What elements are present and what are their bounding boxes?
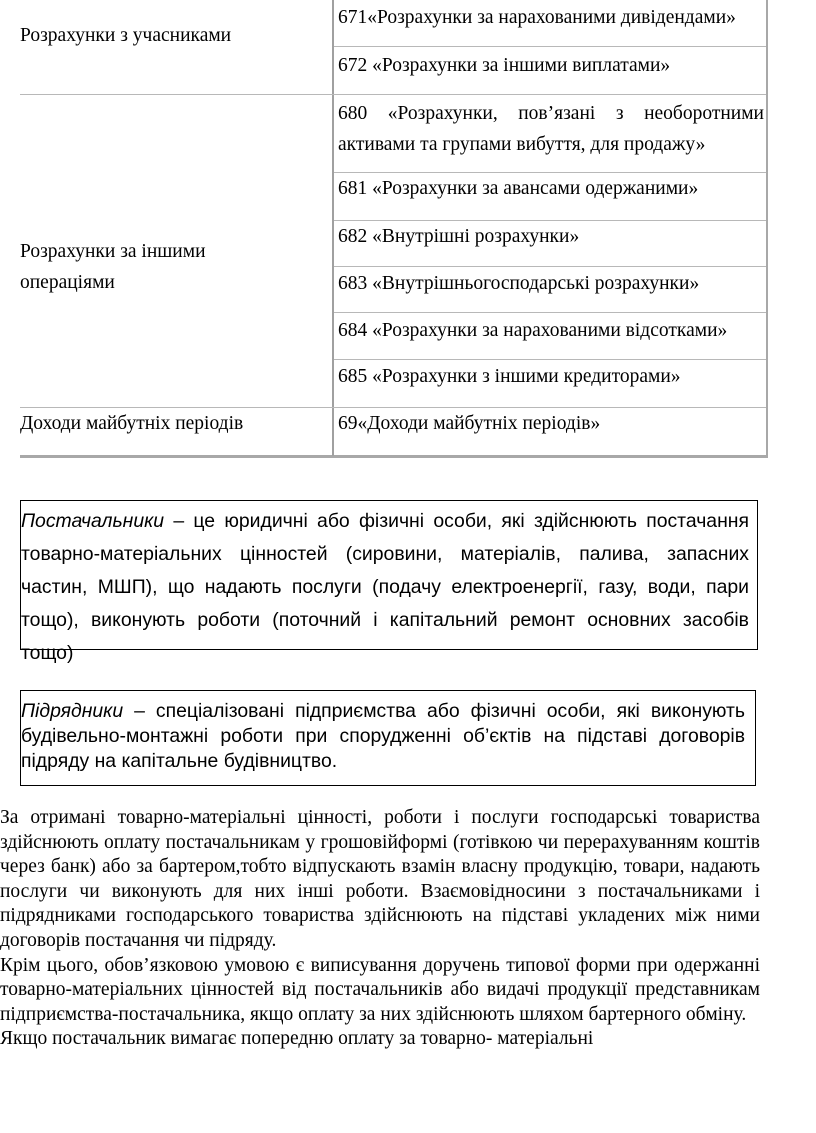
accounts-table	[20, 0, 768, 458]
table-row-2-category: Розрахунки за іншими операціями	[20, 241, 206, 293]
row-divider	[334, 266, 766, 267]
contractors-term: Підрядники	[21, 700, 124, 722]
contractors-text: – спеціалізовані підприємства або фізичні особи, які виконують будівельно-монтажні роботи при спорудженні об’єктів на підставі договорів підряду на капітальне будівництво.	[21, 700, 745, 772]
row-divider	[334, 46, 766, 47]
table-row-1-category: Розрахунки з учасниками	[20, 25, 232, 46]
table-row-1-account-671: 671«Розрахунки за нарахованими дивідендами»	[338, 7, 736, 28]
table-row-1-account-672: 672 «Розрахунки за іншими виплатами»	[338, 55, 671, 76]
body-text	[0, 806, 760, 1052]
table-row-2-account-685: 685 «Розрахунки з іншими кредиторами»	[338, 366, 681, 387]
table-row-2-account-680: 680 «Розрахунки, пов’язані з необоротними активами та групами вибуття, для продажу»	[338, 103, 764, 155]
table-row-2-account-683: 683 «Внутрішньогосподарські розрахунки»	[338, 273, 700, 294]
row-divider	[334, 359, 766, 360]
table-row-3-category: Доходи майбутніх періодів	[20, 413, 244, 434]
table-row-2-account-684: 684 «Розрахунки за нарахованими відсотками»	[338, 320, 728, 341]
suppliers-text: – це юридичні або фізичні особи, які здійснюють постачання товарно-матеріальних цінностей (сировини, матеріалів, палива, запасних частин, МШП), що надають послуги (подачу електроенергії, газу, води, пари тощо), виконують роботи (поточний і капітальний ремонт основних засобів тощо)	[21, 510, 749, 664]
table-row-2-account-682: 682 «Внутрішні розрахунки»	[338, 226, 580, 247]
table-row-3-account-69: 69«Доходи майбутніх періодів»	[338, 413, 601, 434]
column-divider	[332, 0, 334, 456]
suppliers-definition-box	[20, 500, 758, 664]
contractors-definition	[21, 699, 745, 774]
row-divider	[20, 94, 766, 95]
suppliers-term: Постачальники	[21, 510, 165, 532]
contractors-definition-box	[20, 690, 756, 786]
row-divider	[334, 312, 766, 313]
body-paragraph-3: Якщо постачальник вимагає попередню оплату за товарно- матеріальні	[0, 1028, 594, 1050]
body-paragraph-1: За отримані товарно-матеріальні цінності, роботи і послуги господарські товариства здійснюють оплату постачальникам у грошовійформі (готівкою чи перерахуванням коштів через банк) або за бартером,тобто відпускають взамін власну продукцію, товари, надають послуги чи виконують для них інші роботи. Взаємовідносини з постачальниками і підрядниками господарського товариства здійснюють на підставі укладених між ними договорів постачання чи підряду.	[0, 807, 760, 951]
suppliers-definition	[21, 505, 749, 670]
table-row-2-account-681: 681 «Розрахунки за авансами одержаними»	[338, 178, 699, 199]
body-paragraph-2: Крім цього, обов’язковою умовою є виписування доручень типової форми при одержанні товарно-матеріальних цінностей від постачальників або видачі продукції представникам підприємства-постачальника, якщо оплату за них здійснюють шляхом бартерного обміну.	[0, 954, 760, 1025]
